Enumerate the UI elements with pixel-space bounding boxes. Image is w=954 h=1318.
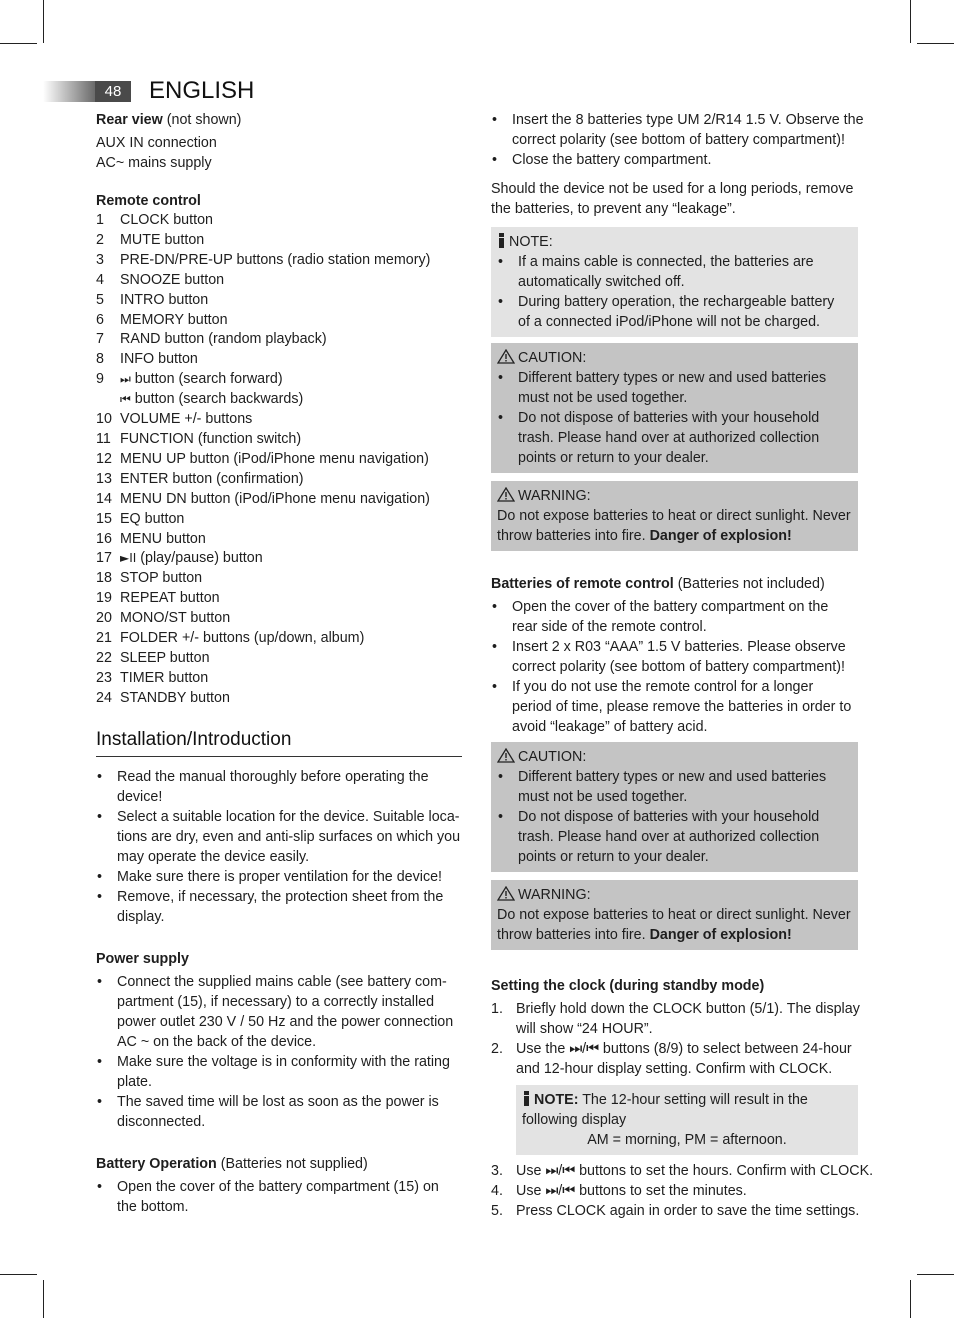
caution-title: CAUTION: <box>497 348 852 368</box>
item-text: VOLUME +/- buttons <box>120 411 253 428</box>
item-text: REPEAT button <box>120 590 220 607</box>
item-text: MEMORY button <box>120 311 228 328</box>
item-text: ENTER button (confirmation) <box>120 470 304 487</box>
item-text: CLOCK button <box>120 212 213 228</box>
item-number: 4 <box>96 271 104 288</box>
step-number: 5. <box>491 1203 503 1219</box>
item-number: 20 <box>96 610 112 627</box>
item-text: ⏭ button (search forward) <box>120 371 283 388</box>
info-icon <box>522 1091 531 1106</box>
list-item-line: • Do not dispose of batteries with your household <box>518 809 820 825</box>
item-text: MENU UP button (iPod/iPhone menu navigation) <box>120 450 429 467</box>
clock-step <box>491 1201 858 1221</box>
item-number: 7 <box>96 331 104 348</box>
step-text: Press CLOCK again in order to save the time settings. <box>516 1203 860 1219</box>
item-number: 14 <box>96 490 112 507</box>
skip-forward-icon: ⏭ <box>120 372 131 387</box>
list-item-line: • The saved time will be lost as soon as the power is <box>117 1093 439 1110</box>
list-item-line: points or return to your dealer. <box>518 450 709 466</box>
item-text: SLEEP button <box>120 649 210 666</box>
list-item-line: AC ~ on the back of the device. <box>117 1033 317 1050</box>
item-number: 2 <box>96 231 104 248</box>
note-item <box>497 292 852 332</box>
item-number: 17 <box>96 550 112 567</box>
warning-box <box>491 481 858 551</box>
step-text: Briefly hold down the CLOCK button (5/1). The display <box>516 1001 860 1017</box>
list-item-line: avoid “leakage” of battery acid. <box>512 719 708 735</box>
list-item-line: • Connect the supplied mains cable (see battery com- <box>117 973 447 990</box>
installation-item <box>96 887 462 927</box>
list-item-line: disconnected. <box>117 1113 206 1130</box>
remote-control-item <box>96 609 462 629</box>
battery-operation-heading: Battery Operation (Batteries not supplied) <box>96 1155 368 1172</box>
item-number: 21 <box>96 630 112 647</box>
note-box <box>491 227 858 337</box>
warning-title: WARNING: <box>497 486 852 506</box>
remote-control-item <box>96 410 462 430</box>
list-item-line: power outlet 230 V / 50 Hz and the power connection <box>117 1013 454 1030</box>
clock-step <box>491 1161 874 1181</box>
right-column <box>491 110 874 1221</box>
item-number: 10 <box>96 411 112 428</box>
warning-triangle-icon <box>497 886 515 901</box>
remote-control-item <box>96 629 462 649</box>
crop-mark <box>43 1280 44 1318</box>
clock-steps-list <box>491 999 858 1079</box>
installation-item <box>96 867 462 887</box>
step-number: 3. <box>491 1163 503 1179</box>
crop-mark <box>917 43 954 44</box>
crop-mark <box>910 0 911 43</box>
remote-batteries-list <box>491 597 858 737</box>
list-item-line: must not be used together. <box>518 789 688 805</box>
item-number: 6 <box>96 311 104 328</box>
remote-control-item <box>96 251 462 271</box>
paragraph-line: Should the device not be used for a long periods, remove <box>491 181 854 197</box>
list-item-line: trash. Please hand over at authorized collection <box>518 430 820 446</box>
caution-title: CAUTION: <box>497 747 852 767</box>
item-number: 19 <box>96 590 112 607</box>
warning-text: throw batteries into fire. Danger of explosion! <box>497 528 792 544</box>
caution-item <box>497 767 852 807</box>
item-text: STANDBY button <box>120 689 230 706</box>
power-supply-item <box>96 1052 462 1092</box>
remote-control-item <box>96 649 462 669</box>
step-text: Use ⏭/⏮ buttons to set the hours. Confirm with CLOCK. <box>516 1163 874 1179</box>
item-text: MUTE button <box>120 231 205 248</box>
list-item-line: trash. Please hand over at authorized collection <box>518 829 820 845</box>
item-text: MONO/ST button <box>120 610 231 627</box>
step-text: Use ⏭/⏮ buttons to set the minutes. <box>516 1183 747 1199</box>
remote-control-item <box>96 350 462 370</box>
installation-heading: Installation/Introduction <box>96 728 462 757</box>
list-item-line: • Do not dispose of batteries with your household <box>518 410 820 426</box>
list-item-line: • Make sure the voltage is in conformity with the rating <box>117 1053 450 1070</box>
battery-operation-list-continued <box>491 110 864 170</box>
remote-battery-item <box>491 637 858 677</box>
battery-item <box>491 150 858 170</box>
list-item-line: • Close the battery compartment. <box>512 152 712 168</box>
battery-item <box>96 1177 462 1217</box>
info-icon <box>497 233 506 248</box>
caution-item <box>497 368 852 408</box>
item-number: 18 <box>96 570 112 587</box>
list-item-line: • Remove, if necessary, the protection sheet from the <box>117 888 444 905</box>
long-period-paragraph <box>491 179 858 219</box>
list-item-line: display. <box>117 908 165 925</box>
list-item-line: • If a mains cable is connected, the batteries are <box>518 254 814 270</box>
clock-setting-heading: Setting the clock (during standby mode) <box>491 978 765 994</box>
item-text: ►II (play/pause) button <box>120 550 263 567</box>
step-number: 1. <box>491 1001 503 1017</box>
installation-item <box>96 807 462 867</box>
clock-step <box>491 999 858 1039</box>
item-number: 12 <box>96 450 112 467</box>
clock-note-text: NOTE: The 12-hour setting will result in the <box>522 1090 852 1110</box>
item-number: 15 <box>96 510 112 527</box>
left-column <box>96 110 462 1217</box>
item-text: FOLDER +/- buttons (up/down, album) <box>120 630 365 647</box>
item-number: 3 <box>96 251 104 268</box>
list-item-line: must not be used together. <box>518 390 688 406</box>
caution-list <box>497 767 852 867</box>
warning-triangle-icon <box>497 487 515 502</box>
item-number <box>96 390 120 410</box>
list-item-line: points or return to your dealer. <box>518 849 709 865</box>
list-item-line: • If you do not use the remote control for a longer <box>512 679 814 695</box>
step-text: Use the ⏭/⏮ buttons (8/9) to select between 24-hour <box>516 1041 852 1057</box>
warning-title: WARNING: <box>497 885 852 905</box>
remote-control-item <box>96 390 462 410</box>
list-item-line: correct polarity (see bottom of battery compartment)! <box>512 132 845 148</box>
warning-text: throw batteries into fire. Danger of explosion! <box>497 927 792 943</box>
list-item-line: partment (15), if necessary) to a correctly installed <box>117 993 435 1010</box>
step-number: 4. <box>491 1183 503 1199</box>
list-item-line: automatically switched off. <box>518 274 685 290</box>
caution-box <box>491 742 858 872</box>
battery-operation-list <box>96 1177 462 1217</box>
item-text: SNOOZE button <box>120 271 225 288</box>
remote-control-item <box>96 370 462 390</box>
clock-steps-list <box>491 1161 874 1221</box>
list-item-line: correct polarity (see bottom of battery compartment)! <box>512 659 845 675</box>
item-text: ⏮ button (search backwards) <box>120 391 304 408</box>
item-text: INFO button <box>120 351 198 368</box>
rear-view-heading: Rear view (not shown) <box>96 112 242 128</box>
remote-control-item <box>96 231 462 251</box>
crop-mark <box>0 1274 37 1275</box>
installation-list <box>96 767 462 927</box>
list-item-line: device! <box>117 788 163 805</box>
skip-back-icon: ⏮ <box>120 392 131 407</box>
caution-box <box>491 343 858 473</box>
remote-battery-item <box>491 677 858 737</box>
battery-item <box>491 110 864 150</box>
remote-control-item <box>96 530 462 550</box>
caution-list <box>497 368 852 468</box>
item-number: 1 <box>96 212 104 228</box>
remote-control-item <box>96 569 462 589</box>
warning-triangle-icon <box>497 349 515 364</box>
note-item <box>497 252 852 292</box>
power-supply-heading: Power supply <box>96 950 189 967</box>
item-text: STOP button <box>120 570 203 587</box>
warning-triangle-icon <box>497 748 515 763</box>
note-list <box>497 252 852 332</box>
power-supply-list <box>96 972 462 1132</box>
list-item-line: • During battery operation, the rechargeable battery <box>518 294 835 310</box>
remote-control-item <box>96 311 462 331</box>
clock-step <box>491 1181 858 1201</box>
list-item-line: period of time, please remove the batteries in order to <box>512 699 852 715</box>
crop-mark <box>0 43 37 44</box>
remote-control-item <box>96 291 462 311</box>
crop-mark <box>910 1280 911 1318</box>
remote-control-item <box>96 549 462 569</box>
list-item-line: • Open the cover of the battery compartment on the <box>512 599 829 615</box>
remote-battery-item <box>491 597 858 637</box>
item-number: 13 <box>96 470 112 487</box>
remote-control-item <box>96 490 462 510</box>
item-text: TIMER button <box>120 669 209 686</box>
list-item-line: • Open the cover of the battery compartment (15) on <box>117 1178 439 1195</box>
clock-note-text: AM = morning, PM = afternoon. <box>587 1132 787 1148</box>
step-number: 2. <box>491 1041 503 1057</box>
list-item-line: • Select a suitable location for the device. Suitable loca- <box>117 808 460 825</box>
item-number: 24 <box>96 689 112 706</box>
item-text: PRE-DN/PRE-UP buttons (radio station memory) <box>120 251 431 268</box>
remote-control-item <box>96 450 462 470</box>
warning-text: Do not expose batteries to heat or direct sunlight. Never <box>497 508 851 524</box>
remote-control-item <box>96 330 462 350</box>
remote-control-item <box>96 669 462 689</box>
play-pause-icon: ►II <box>120 551 137 566</box>
list-item-line: • Different battery types or new and used batteries <box>518 370 827 386</box>
remote-control-list <box>96 211 462 709</box>
remote-control-item <box>96 470 462 490</box>
list-item-line: plate. <box>117 1073 152 1090</box>
item-number: 11 <box>96 430 111 447</box>
step-text: and 12-hour display setting. Confirm with CLOCK. <box>516 1061 833 1077</box>
list-item-line: • Make sure there is proper ventilation for the device! <box>117 868 443 885</box>
clock-step <box>491 1039 858 1079</box>
item-number: 8 <box>96 351 104 368</box>
list-item-line: of a connected iPod/iPhone will not be charged. <box>518 314 821 330</box>
list-item-line: rear side of the remote control. <box>512 619 707 635</box>
list-item-line: tions are dry, even and anti-slip surfaces on which you <box>117 828 461 845</box>
item-number: 22 <box>96 649 112 666</box>
remote-control-item <box>96 211 462 231</box>
item-text: FUNCTION (function switch) <box>120 430 302 447</box>
item-number: 23 <box>96 669 112 686</box>
warning-box <box>491 880 858 950</box>
installation-item <box>96 767 462 807</box>
item-text: MENU button <box>120 530 206 547</box>
list-item-line: may operate the device easily. <box>117 848 310 865</box>
remote-control-item <box>96 589 462 609</box>
step-text: will show “24 HOUR”. <box>516 1021 653 1037</box>
power-supply-item <box>96 972 462 1052</box>
list-item-line: • Insert the 8 batteries type UM 2/R14 1.5 V. Observe the <box>512 112 864 128</box>
remote-control-item <box>96 430 462 450</box>
caution-item <box>497 807 852 867</box>
list-item-line: • Read the manual thoroughly before operating the <box>117 768 429 785</box>
remote-control-item <box>96 689 462 709</box>
clock-note-text: following display <box>522 1112 627 1128</box>
rear-view-item: AC~ mains supply <box>96 155 212 171</box>
item-number: 9 <box>96 371 104 388</box>
crop-mark <box>917 1274 954 1275</box>
item-text: EQ button <box>120 510 185 527</box>
list-item-line: the bottom. <box>117 1198 189 1215</box>
item-number: 16 <box>96 530 112 547</box>
remote-control-item <box>96 271 462 291</box>
warning-text: Do not expose batteries to heat or direct sunlight. Never <box>497 907 851 923</box>
remote-control-heading: Remote control <box>96 193 201 209</box>
rear-view-list <box>96 133 462 173</box>
remote-control-item <box>96 510 462 530</box>
list-item-line: • Different battery types or new and used batteries <box>518 769 827 785</box>
item-text: MENU DN button (iPod/iPhone menu navigation) <box>120 490 430 507</box>
paragraph-line: the batteries, to prevent any “leakage”. <box>491 201 736 217</box>
item-number: 5 <box>96 291 104 308</box>
remote-batteries-heading: Batteries of remote control (Batteries not included) <box>491 576 825 592</box>
clock-note-box <box>516 1085 858 1155</box>
item-text: RAND button (random playback) <box>120 331 327 348</box>
note-title: NOTE: <box>497 232 852 252</box>
item-text: INTRO button <box>120 291 209 308</box>
header-gradient-bar <box>43 81 95 102</box>
rear-view-item: AUX IN connection <box>96 135 217 151</box>
list-item-line: • Insert 2 x R03 “AAA” 1.5 V batteries. Please observe <box>512 639 846 655</box>
language-heading: ENGLISH <box>149 77 255 104</box>
page-number: 48 <box>95 81 131 102</box>
crop-mark <box>43 0 44 43</box>
caution-item <box>497 408 852 468</box>
power-supply-item <box>96 1092 462 1132</box>
